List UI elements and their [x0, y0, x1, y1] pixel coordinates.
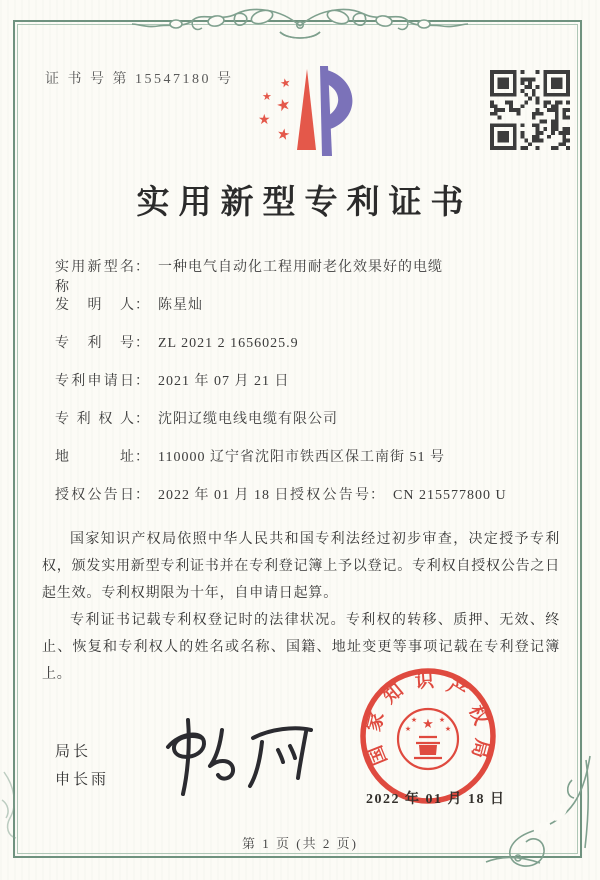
field-colon: ： — [135, 298, 150, 313]
svg-text:★: ★ — [438, 716, 446, 724]
field-value: 2021 年 07 月 21 日 — [158, 374, 290, 389]
field-value: 沈阳辽缆电线电缆有限公司 — [158, 412, 338, 427]
field-colon: ： — [135, 488, 150, 503]
svg-text:★: ★ — [275, 126, 292, 145]
svg-text:★: ★ — [404, 725, 412, 733]
svg-text:★: ★ — [278, 75, 293, 91]
field-colon: ： — [370, 488, 385, 503]
legal-text-block — [42, 526, 560, 688]
certificate-title: 实用新型专利证书 — [136, 185, 473, 221]
grant-no-group — [290, 484, 507, 504]
field-colon: ： — [135, 450, 150, 465]
cnipa-logo-icon — [241, 56, 359, 160]
signer-name: 申长雨 — [55, 772, 110, 788]
signer-block — [55, 738, 109, 794]
field-colon: ： — [135, 260, 150, 275]
field-value: 2022 年 01 月 18 日 — [158, 488, 290, 503]
field-label: 实用新型名称 — [55, 260, 135, 295]
field-row-address — [55, 446, 570, 470]
seal-text: 国家知识产权局 — [363, 670, 493, 768]
field-colon: ： — [135, 374, 150, 389]
field-row-patentee — [55, 408, 570, 432]
field-label: 授权公告号 — [290, 488, 370, 503]
field-colon: ： — [135, 412, 150, 427]
field-value: 110000 辽宁省沈阳市铁西区保工南街 51 号 — [158, 450, 445, 465]
corner-flourish-icon — [482, 750, 597, 875]
legal-paragraph-1: 国家知识产权局依照中华人民共和国专利法经过初步审查，决定授予专利权，颁发实用新型专利证书并在专利登记簿上予以登记。专利权自授权公告之日起生效。专利权期限为十年，自申请日起算。 — [42, 532, 560, 601]
field-row-name — [55, 256, 570, 295]
svg-text:★: ★ — [262, 91, 272, 103]
field-row-filing-date — [55, 370, 570, 394]
svg-text:★: ★ — [410, 716, 418, 724]
bottom-scroll-ornament-icon — [150, 860, 450, 880]
svg-text:★: ★ — [274, 95, 293, 116]
field-label: 地址 — [55, 450, 135, 465]
top-scroll-ornament-icon — [130, 2, 470, 48]
official-seal — [359, 667, 497, 805]
field-value: 一种电气自动化工程用耐老化效果好的电缆 — [158, 260, 443, 275]
field-label: 授权公告日 — [55, 488, 135, 503]
svg-text:★: ★ — [444, 725, 452, 733]
field-value: CN 215577800 U — [393, 488, 507, 503]
field-label: 专利权人 — [55, 412, 135, 427]
qr-code — [490, 70, 570, 150]
signer-title: 局长 — [55, 744, 92, 760]
svg-text:★: ★ — [258, 113, 271, 128]
field-colon: ： — [135, 336, 150, 351]
fields-block — [55, 256, 570, 522]
field-row-patent-no — [55, 332, 570, 356]
field-value: 陈星灿 — [158, 298, 203, 313]
field-value: ZL 2021 2 1656025.9 — [158, 336, 299, 351]
field-row-inventor — [55, 294, 570, 318]
page-number: 第 1 页 (共 2 页) — [242, 836, 358, 851]
corner-curl-icon — [0, 770, 30, 840]
field-label: 专利号 — [55, 336, 135, 351]
legal-paragraph-2: 专利证书记载专利权登记时的法律状况。专利权的转移、质押、无效、终止、恢复和专利权人的姓名或名称、国籍、地址变更等事项记载在专利登记簿上。 — [42, 613, 560, 682]
svg-text:★: ★ — [422, 716, 434, 731]
field-row-grant — [55, 484, 570, 508]
seal-date: 2022 年 01 月 18 日 — [366, 792, 506, 807]
field-label: 发明人 — [55, 298, 135, 313]
grant-date-group — [55, 484, 290, 504]
handwritten-signature-icon — [150, 712, 325, 802]
field-label: 专利申请日 — [55, 374, 135, 389]
certificate-number: 证 书 号 第 15547180 号 — [45, 72, 234, 87]
